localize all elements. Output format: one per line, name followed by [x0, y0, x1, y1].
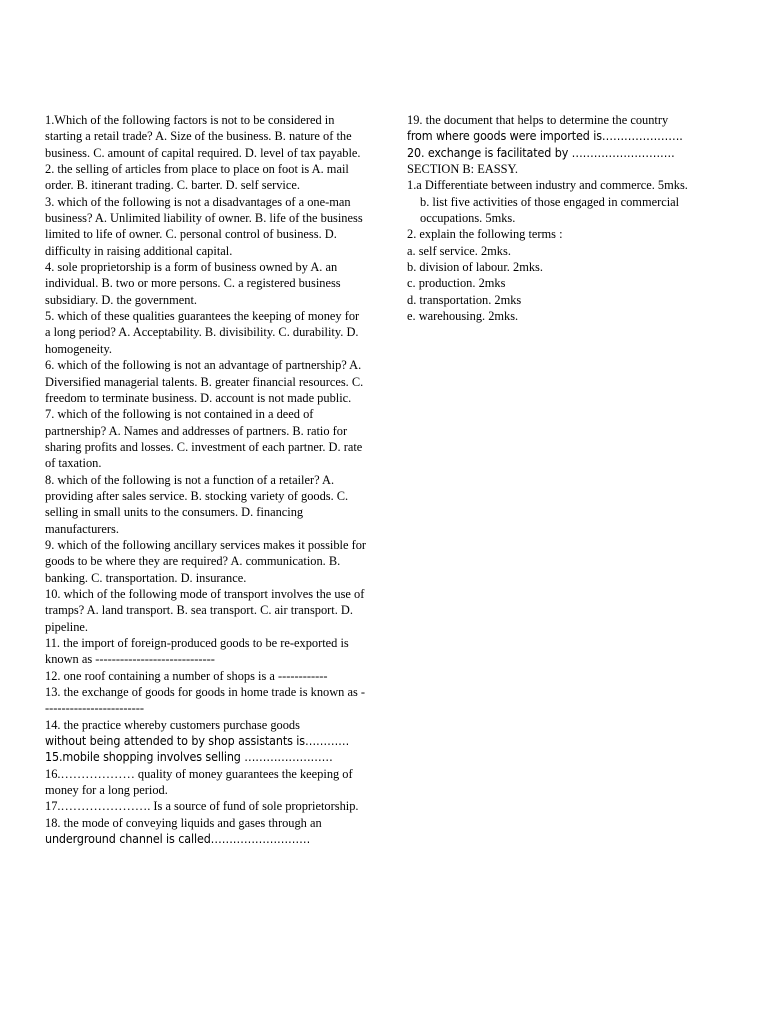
essay-2a: a. self service. 2mks.	[407, 243, 511, 258]
essay-1a: 1.a Differentiate between industry and commerce. 5mks.	[407, 178, 688, 193]
right-column	[407, 112, 727, 324]
question-20: 20. exchange is facilitated by ……………………….	[407, 144, 675, 160]
question-15: 15.mobile shopping involves selling ……………………	[45, 749, 333, 765]
question-7: 7. which of the following is not contained in a deed of partnership? A. Names and addresses of partners. B. ratio for sharing profits and losses. C. investment of each partner. D. rate of taxation.	[45, 407, 363, 471]
question-2: 2. the selling of articles from place to place on foot is A. mail order. B. itinerant trading. C. barter. D. self service.	[45, 162, 349, 193]
essay-1b: b. list five activities of those engaged in commercial occupations. 5mks.	[420, 194, 680, 226]
section-b-heading: SECTION B: EASSY.	[407, 162, 518, 177]
question-18-line-1: 18. the mode of conveying liquids and gases through an	[45, 815, 322, 830]
question-19-line-2: from where goods were imported is………………….	[407, 128, 683, 144]
essay-2b: b. division of labour. 2mks.	[407, 260, 543, 275]
question-14-line-1: 14. the practice whereby customers purchase goods	[45, 717, 300, 732]
question-9: 9. which of the following ancillary services makes it possible for goods to be where they are required? A. communication. B. banking. C. transportation. D. insurance.	[45, 537, 367, 585]
question-14-line-2: without being attended to by shop assistants is…………	[45, 733, 350, 749]
question-16: 16.……………… quality of money guarantees the keeping of money for a long period.	[45, 766, 353, 798]
question-11: 11. the import of foreign-produced goods to be re-exported is known as -----------------------------	[45, 636, 349, 667]
question-3: 3. which of the following is not a disadvantages of a one-man business? A. Unlimited liability of owner. B. life of the business limited to life of owner. C. personal control of business. D. difficulty in raising additional capital.	[45, 194, 363, 258]
question-10: 10. which of the following mode of transport involves the use of tramps? A. land transport. B. sea transport. C. air transport. D. pipeline.	[45, 586, 365, 634]
left-column	[45, 112, 367, 847]
essay-2d: d. transportation. 2mks	[407, 292, 522, 307]
question-6: 6. which of the following is not an advantage of partnership? A. Diversified managerial talents. B. greater financial resources. C. freedom to terminate business. D. account is not made public.	[45, 358, 364, 405]
essay-2: 2. explain the following terms :	[407, 227, 563, 242]
question-19-line-1: 19. the document that helps to determine the country	[407, 113, 669, 127]
question-13: 13. the exchange of goods for goods in home trade is known as -------------------------	[45, 685, 366, 716]
question-17: 17.…………………. Is a source of fund of sole proprietorship.	[45, 799, 359, 814]
question-1: 1.Which of the following factors is not to be considered in starting a retail trade? A. Size of the business. B. nature of the business. C. amount of capital required. D. level of tax payable.	[45, 113, 361, 160]
question-5: 5. which of these qualities guarantees the keeping of money for a long period? A. Acceptability. B. divisibility. C. durability. D. homogeneity.	[45, 309, 360, 356]
question-4: 4. sole proprietorship is a form of business owned by A. an individual. B. two or more persons. C. a registered business subsidiary. D. the government.	[45, 260, 341, 307]
essay-2c: c. production. 2mks	[407, 276, 506, 291]
question-12: 12. one roof containing a number of shops is a ------------	[45, 668, 328, 683]
essay-2e: e. warehousing. 2mks.	[407, 309, 519, 324]
question-8: 8. which of the following is not a function of a retailer? A. providing after sales service. B. stocking variety of goods. C. selling in small units to the consumers. D. financing manufacturers.	[45, 472, 349, 536]
question-18-line-2: underground channel is called………………………	[45, 831, 311, 847]
